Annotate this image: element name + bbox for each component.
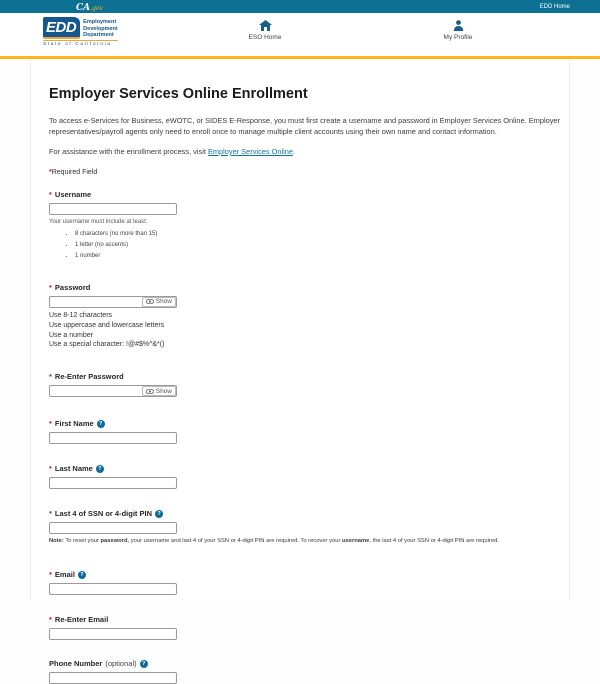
edd-logo-line3: Department bbox=[83, 32, 114, 39]
email-input[interactable] bbox=[49, 583, 177, 595]
username-group bbox=[49, 190, 551, 259]
required-asterisk: * bbox=[49, 419, 52, 429]
password-label bbox=[49, 283, 551, 292]
intro-paragraph: To access e-Services for Business, eWOTC, or SIDES E-Response, you must first create a username and password in Employer Services Online. Employer representatives/payroll agents only need to enroll once to manage multiple client accounts using their own name and contact information. bbox=[49, 116, 560, 137]
help-icon[interactable]: ? bbox=[97, 420, 105, 428]
username-label-text: Username bbox=[54, 189, 92, 199]
ca-gov-logo-ca: CA bbox=[76, 2, 91, 13]
help-icon[interactable]: ? bbox=[78, 571, 86, 579]
help-icon[interactable]: ? bbox=[155, 510, 163, 518]
help-icon[interactable]: ? bbox=[96, 465, 104, 473]
ssn-pin-group bbox=[49, 509, 551, 544]
ca-gov-logo-gov: .gov bbox=[90, 4, 103, 12]
nav-my-profile[interactable] bbox=[428, 20, 488, 41]
password-rules bbox=[49, 311, 551, 350]
phone-label-text: Phone Number bbox=[49, 659, 103, 669]
reenter-password-label-text: Re-Enter Password bbox=[54, 372, 124, 382]
required-asterisk: * bbox=[49, 509, 52, 519]
edd-logo-line1: Employment bbox=[83, 19, 117, 25]
eye-icon bbox=[146, 299, 154, 304]
phone-label bbox=[49, 659, 551, 668]
show-reenter-password-button[interactable] bbox=[142, 386, 176, 396]
employer-services-online-link[interactable]: Employer Services Online bbox=[207, 146, 293, 156]
help-icon[interactable]: ? bbox=[140, 660, 148, 668]
edd-logo-tagline: State of California bbox=[43, 40, 118, 47]
nav-my-profile-label: My Profile bbox=[443, 34, 473, 41]
required-field-note-text: Required Field bbox=[51, 168, 98, 176]
first-name-label-text: First Name bbox=[54, 419, 94, 429]
show-reenter-password-label: Show bbox=[155, 387, 172, 395]
home-icon bbox=[259, 20, 272, 31]
edd-home-link[interactable]: EDD Home bbox=[539, 3, 570, 10]
last-name-label-text: Last Name bbox=[54, 464, 93, 474]
username-label bbox=[49, 190, 551, 199]
username-input[interactable] bbox=[49, 203, 177, 215]
first-name-input[interactable] bbox=[49, 432, 177, 444]
email-group bbox=[49, 570, 551, 595]
main-content bbox=[30, 59, 570, 669]
first-name-label bbox=[49, 419, 551, 428]
edd-logo[interactable] bbox=[43, 17, 118, 47]
phone-group bbox=[49, 659, 551, 684]
required-asterisk: * bbox=[49, 615, 52, 625]
edd-logo-line2: Development bbox=[83, 25, 118, 32]
reenter-email-label bbox=[49, 615, 551, 624]
utility-topbar bbox=[0, 0, 600, 13]
reenter-email-input[interactable] bbox=[49, 628, 177, 640]
required-asterisk: * bbox=[49, 464, 52, 474]
note-bold: password bbox=[100, 538, 128, 545]
show-password-button[interactable] bbox=[142, 297, 176, 307]
assistance-suffix: . bbox=[293, 146, 296, 156]
required-asterisk: * bbox=[49, 282, 52, 292]
password-rule: Use 8-12 characters bbox=[49, 311, 113, 319]
email-label-text: Email bbox=[54, 570, 75, 580]
required-field-note bbox=[49, 169, 551, 176]
first-name-group bbox=[49, 419, 551, 444]
reenter-password-label bbox=[49, 372, 551, 381]
required-asterisk: * bbox=[49, 570, 52, 580]
note-text: To reset your bbox=[63, 538, 101, 545]
username-rules bbox=[49, 231, 551, 259]
ssn-pin-input[interactable] bbox=[49, 522, 177, 534]
person-icon bbox=[453, 20, 464, 31]
required-asterisk: * bbox=[49, 372, 52, 382]
password-group bbox=[49, 283, 551, 350]
nav-eso-home[interactable] bbox=[235, 20, 295, 41]
email-label bbox=[49, 570, 551, 579]
password-label-text: Password bbox=[54, 282, 91, 292]
show-password-label: Show bbox=[155, 298, 172, 306]
eye-icon bbox=[146, 389, 154, 394]
ssn-pin-label bbox=[49, 509, 551, 518]
password-rule: Use a special character: !@#$%^&*() bbox=[49, 341, 165, 349]
password-rule: Use uppercase and lowercase letters bbox=[49, 321, 165, 329]
note-text: , the last 4 of your SSN or 4-digit PIN are required. bbox=[369, 538, 499, 545]
username-rule: • 1 number bbox=[75, 253, 551, 259]
site-header bbox=[0, 13, 600, 56]
reenter-email-label-text: Re-Enter Email bbox=[54, 615, 109, 625]
last-name-group bbox=[49, 464, 551, 489]
reenter-password-group bbox=[49, 372, 551, 397]
edd-logo-acronym: EDD bbox=[43, 17, 80, 39]
last-name-input[interactable] bbox=[49, 477, 177, 489]
assistance-prefix: For assistance with the enrollment process, visit bbox=[49, 146, 208, 156]
edd-logo-text bbox=[83, 17, 118, 39]
last-name-label bbox=[49, 464, 551, 473]
assistance-line bbox=[49, 147, 551, 156]
note-label: Note: bbox=[49, 538, 64, 545]
ssn-pin-note bbox=[49, 538, 551, 544]
note-bold: username bbox=[341, 538, 370, 545]
nav-eso-home-label: ESO Home bbox=[248, 34, 282, 41]
page-title: Employer Services Online Enrollment bbox=[49, 86, 308, 102]
password-rule: Use a number bbox=[49, 331, 93, 339]
phone-optional-text: (optional) bbox=[105, 659, 137, 669]
username-rule: • 1 letter (no accents) bbox=[75, 242, 551, 248]
phone-input[interactable] bbox=[49, 672, 177, 684]
username-rule: • 8 characters (no more than 15) bbox=[75, 231, 551, 237]
required-asterisk: * bbox=[49, 168, 52, 176]
required-asterisk: * bbox=[49, 189, 52, 199]
note-text: , your username and last 4 of your SSN or 4-digit PIN are required. To recover your bbox=[127, 538, 342, 545]
username-hint: Your username must include at least: bbox=[49, 218, 148, 225]
ssn-pin-label-text: Last 4 of SSN or 4-digit PIN bbox=[54, 509, 153, 519]
reenter-email-group bbox=[49, 615, 551, 640]
